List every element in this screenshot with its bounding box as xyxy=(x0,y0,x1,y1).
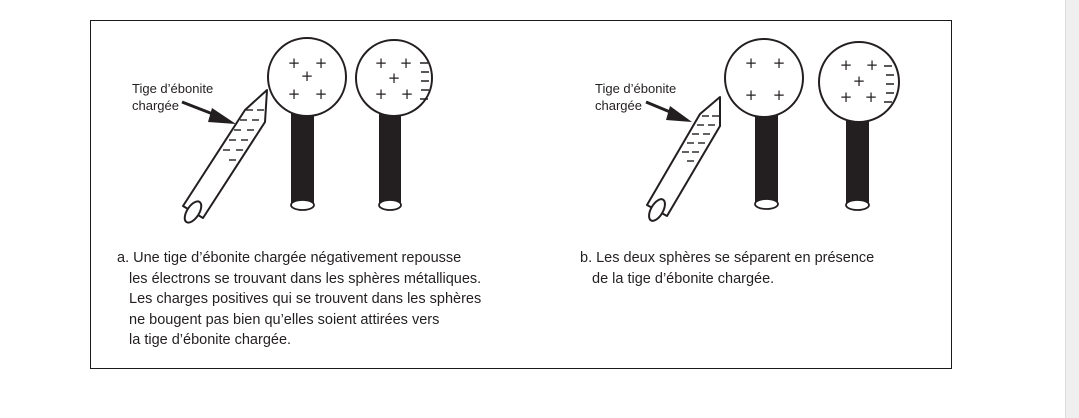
positive-charge: + xyxy=(374,85,388,103)
positive-charge: + xyxy=(387,69,401,87)
caption-line: b. Les deux sphères se séparent en présence xyxy=(580,250,875,266)
positive-charge: + xyxy=(399,54,413,72)
panel-b-rod-label-line: Tige d’ébonite xyxy=(595,81,677,96)
positive-charge: + xyxy=(314,85,328,103)
panel-b-left-electroscope xyxy=(725,39,803,209)
caption-line: les électrons se trouvant dans les sphères métalliques. xyxy=(129,270,482,287)
positive-charge: + xyxy=(314,54,328,72)
panel-b-illustration xyxy=(646,39,899,223)
panel-a-right-electroscope xyxy=(356,40,432,210)
positive-charge: + xyxy=(839,56,853,74)
panel-a-left-electroscope xyxy=(268,38,346,210)
panel-b-rod-label-line: chargée xyxy=(595,98,642,113)
positive-charge: + xyxy=(772,86,786,104)
panel-a-illustration xyxy=(181,38,432,225)
positive-charge: + xyxy=(287,85,301,103)
positive-charge: + xyxy=(287,54,301,72)
positive-charge: + xyxy=(400,85,414,103)
positive-charge: + xyxy=(772,54,786,72)
positive-charge: + xyxy=(865,56,879,74)
panel-b-caption xyxy=(580,248,874,289)
positive-charge: + xyxy=(374,54,388,72)
positive-charge: + xyxy=(744,86,758,104)
panel-a-rod-label-line: Tige d’ébonite xyxy=(132,81,214,96)
positive-charge: + xyxy=(852,72,866,90)
caption-line: la tige d’ébonite chargée. xyxy=(129,332,292,348)
panel-a-rod-label xyxy=(132,80,213,114)
positive-charge: + xyxy=(744,54,758,72)
panel-a-caption xyxy=(117,248,481,351)
positive-charge: + xyxy=(864,88,878,106)
caption-line: a. Une tige d’ébonite chargée négativement repousse xyxy=(117,250,462,266)
panel-a-rod-label-line: chargée xyxy=(132,98,179,113)
caption-line: ne bougent pas bien qu’elles soient attirées vers xyxy=(129,311,440,328)
caption-line: de la tige d’ébonite chargée. xyxy=(592,270,775,287)
positive-charge: + xyxy=(300,67,314,85)
positive-charge: + xyxy=(839,88,853,106)
panel-b-rod-label xyxy=(595,80,676,114)
panel-b-right-electroscope xyxy=(819,42,899,210)
caption-line: Les charges positives qui se trouvent dans les sphères xyxy=(129,291,482,307)
